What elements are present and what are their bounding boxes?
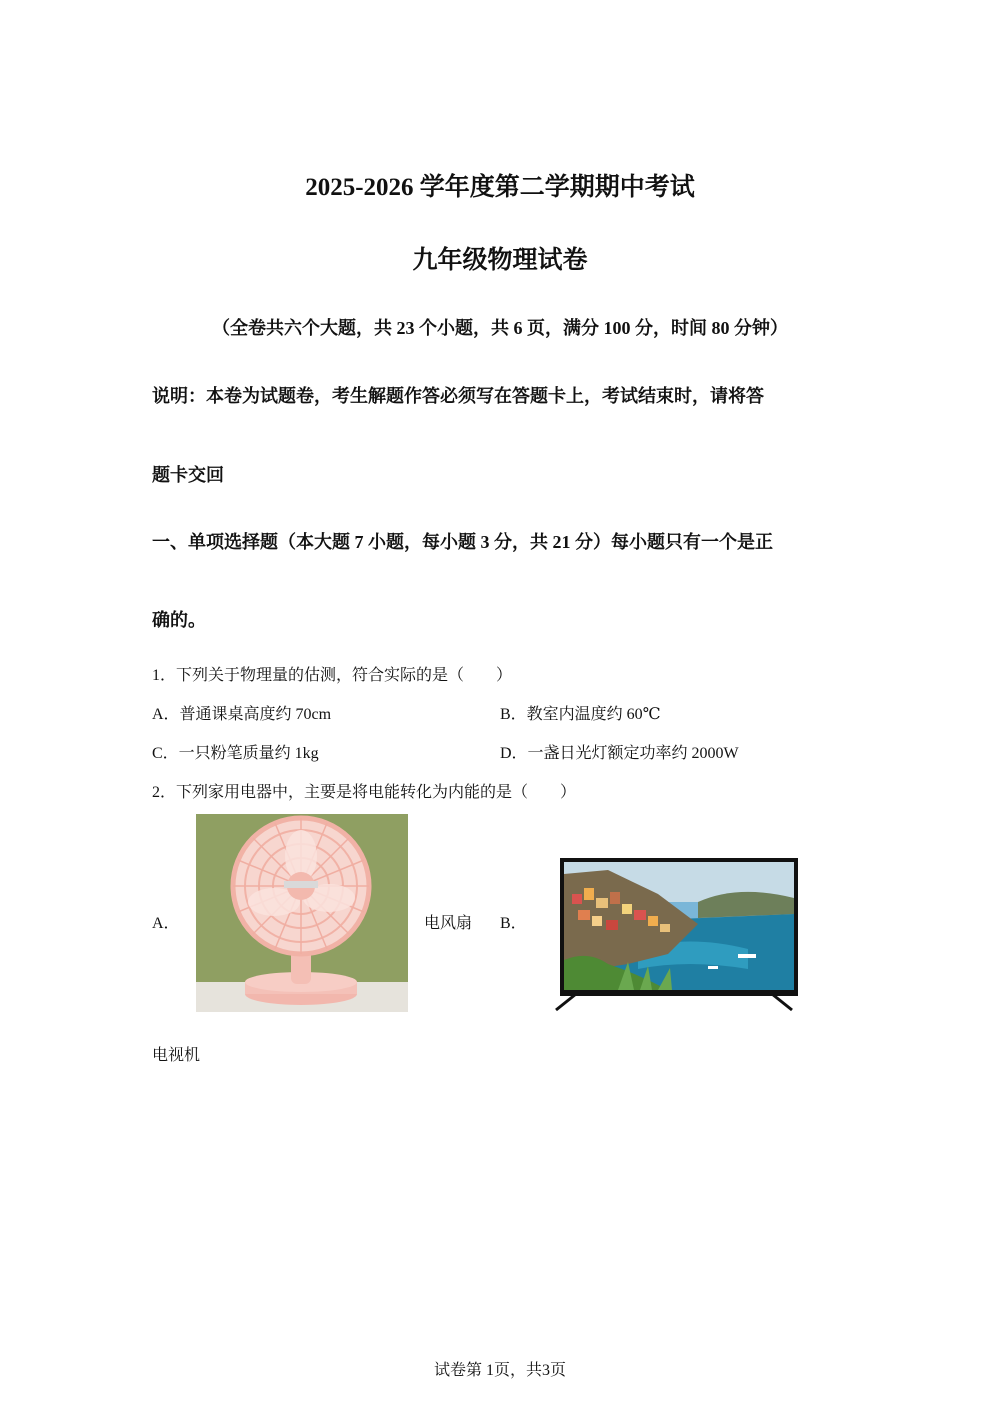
electric-fan-image bbox=[196, 814, 408, 1012]
exam-subtitle: 九年级物理试卷 bbox=[412, 247, 588, 274]
question-1-option-b: B．教室内温度约 60℃ bbox=[500, 706, 661, 723]
question-2-option-b-text: 电视机 bbox=[152, 1047, 201, 1064]
question-1-stem: 1．下列关于物理量的估测，符合实际的是（ ） bbox=[152, 667, 513, 684]
question-2-option-b-label: B． bbox=[500, 915, 527, 932]
television-image bbox=[548, 854, 800, 1014]
section-heading-line-2: 确的。 bbox=[152, 610, 206, 630]
exam-title: 2025-2026 学年度第二学期期中考试 bbox=[305, 174, 695, 201]
question-2-option-a-text: 电风扇 bbox=[424, 915, 473, 932]
question-1-option-a: A．普通课桌高度约 70cm bbox=[152, 706, 332, 723]
instructions-line-2: 题卡交回 bbox=[152, 465, 224, 485]
question-1-option-c: C．一只粉笔质量约 1kg bbox=[152, 745, 319, 762]
instructions-line-1: 说明：本卷为试题卷，考生解题作答必须写在答题卡上，考试结束时，请将答 bbox=[152, 386, 764, 406]
question-2-stem: 2．下列家用电器中，主要是将电能转化为内能的是（ ） bbox=[152, 784, 577, 801]
section-heading-line-1: 一、单项选择题（本大题 7 小题，每小题 3 分，共 21 分）每小题只有一个是正 bbox=[152, 532, 773, 552]
question-1-option-d: D．一盏日光灯额定功率约 2000W bbox=[500, 745, 739, 762]
page-footer: 试卷第 1页，共3页 bbox=[433, 1362, 566, 1379]
question-2-option-a-label: A． bbox=[152, 915, 180, 932]
exam-scope: （全卷共六个大题，共 23 个小题，共 6 页，满分 100 分，时间 80 分钟） bbox=[212, 318, 788, 338]
